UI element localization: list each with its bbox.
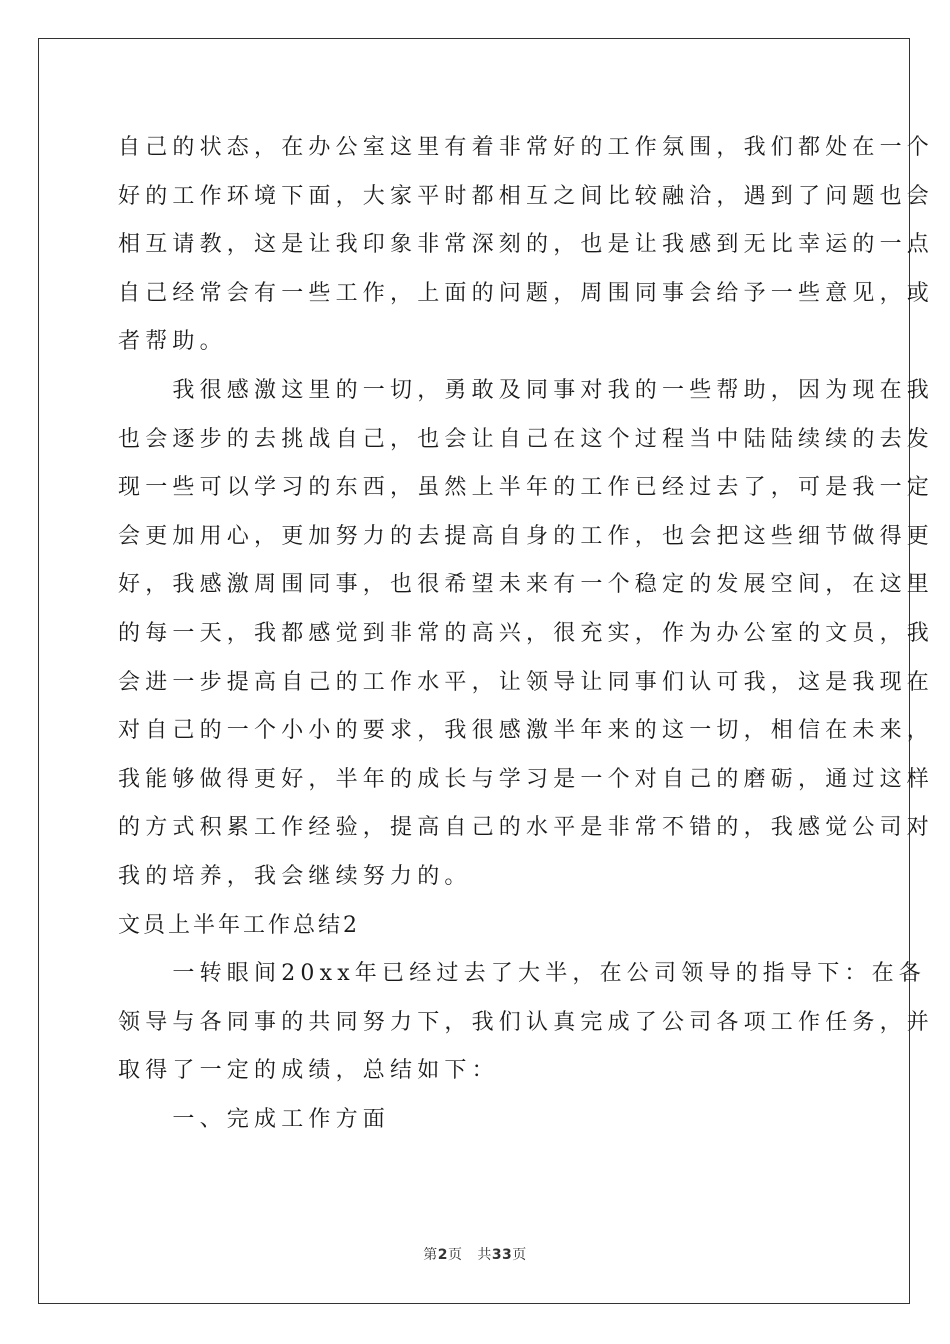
page-suffix: 页 — [447, 1247, 463, 1263]
page-footer — [0, 1244, 950, 1264]
text-line: 领导与各同事的共同努力下，我们认真完成了公司各项工作任务，并 — [118, 1009, 935, 1035]
document-body — [118, 124, 935, 1144]
text-line: 我的培养，我会继续努力的。 — [118, 863, 472, 889]
text-line: 一、完成工作方面 — [118, 1106, 391, 1132]
page-prefix: 第 — [423, 1247, 438, 1263]
text-line: 的每一天，我都感觉到非常的高兴，很充实，作为办公室的文员，我 — [118, 620, 935, 646]
text-line: 自己经常会有一些工作，上面的问题，周围同事会给予一些意见，或 — [118, 280, 935, 306]
text-line: 对自己的一个小小的要求，我很感激半年来的这一切，相信在未来， — [118, 718, 935, 744]
text-line: 我能够做得更好，半年的成长与学习是一个对自己的磨砺，通过这样 — [118, 766, 935, 792]
text-line: 也会逐步的去挑战自己，也会让自己在这个过程当中陆陆续续的去发 — [118, 426, 935, 452]
page-number: 2 — [437, 1247, 448, 1263]
section-heading: 文员上半年工作总结2 — [118, 912, 360, 938]
text-line: 会进一步提高自己的工作水平，让领导让同事们认可我，这是我现在 — [118, 669, 935, 695]
text-line: 一转眼间20xx年已经过去了大半，在公司领导的指导下：在各 — [118, 961, 927, 987]
text-line: 取得了一定的成绩，总结如下： — [118, 1058, 499, 1084]
total-prefix: 共 — [477, 1247, 492, 1263]
text-line: 好，我感激周围同事，也很希望未来有一个稳定的发展空间，在这里 — [118, 572, 935, 598]
text-line: 会更加用心，更加努力的去提高自身的工作，也会把这些细节做得更 — [118, 523, 935, 549]
total-pages: 33 — [491, 1247, 513, 1263]
text-line: 的方式积累工作经验，提高自己的水平是非常不错的，我感觉公司对 — [118, 815, 935, 841]
text-line: 好的工作环境下面，大家平时都相互之间比较融洽，遇到了问题也会 — [118, 183, 935, 209]
text-line: 相互请教，这是让我印象非常深刻的，也是让我感到无比幸运的一点 — [118, 232, 935, 258]
text-line: 者帮助。 — [118, 329, 227, 355]
text-line: 我很感激这里的一切，勇敢及同事对我的一些帮助，因为现在我 — [118, 377, 935, 403]
total-suffix: 页 — [512, 1247, 527, 1263]
text-line: 现一些可以学习的东西，虽然上半年的工作已经过去了，可是我一定 — [118, 475, 935, 501]
text-line: 自己的状态，在办公室这里有着非常好的工作氛围，我们都处在一个 — [118, 135, 935, 160]
